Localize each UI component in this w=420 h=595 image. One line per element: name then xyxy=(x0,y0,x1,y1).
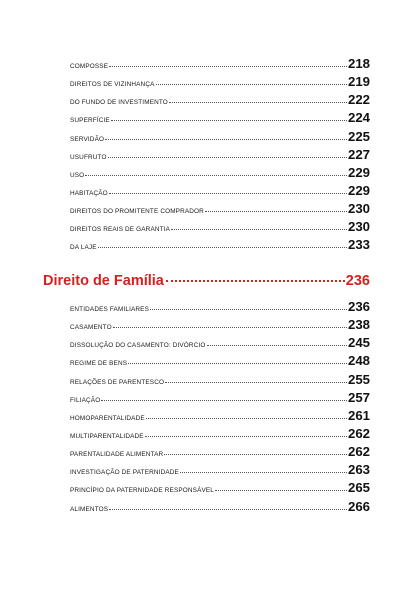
toc-entry-title: DO FUNDO DE INVESTIMENTO xyxy=(70,99,168,107)
dot-leader xyxy=(205,211,347,212)
toc-page-number: 236 xyxy=(347,299,370,314)
dot-leader xyxy=(146,418,347,419)
toc-page-number: 233 xyxy=(347,237,370,253)
toc-page-number: 238 xyxy=(347,317,370,333)
toc-entry[interactable] xyxy=(70,129,370,147)
toc-entry[interactable] xyxy=(70,390,370,408)
toc-entry[interactable] xyxy=(70,335,370,353)
toc-entry-title: DIREITOS DO PROMITENTE COMPRADOR xyxy=(70,208,204,216)
toc-page-number: 218 xyxy=(347,56,370,71)
toc-page-number: 265 xyxy=(347,480,370,496)
toc-page-number: 219 xyxy=(347,74,370,90)
toc-entry[interactable] xyxy=(70,201,370,219)
toc-page-number: 266 xyxy=(347,498,370,514)
chapter-dot-leader xyxy=(166,280,345,282)
toc-page-number: 230 xyxy=(347,201,370,217)
toc-entry-title: HOMOPARENTALIDADE xyxy=(70,414,145,422)
dot-leader xyxy=(98,247,347,248)
toc-page-number: 224 xyxy=(347,110,370,126)
toc-entry-title: DIREITOS REAIS DE GARANTIA xyxy=(70,226,171,234)
dot-leader xyxy=(109,66,347,67)
toc-entry-title: RELAÇÕES DE PARENTESCO xyxy=(70,378,165,386)
toc-entry[interactable] xyxy=(70,317,370,335)
toc-page-number: 222 xyxy=(347,92,370,108)
dot-leader xyxy=(169,102,347,103)
toc-entry[interactable] xyxy=(70,147,370,165)
dot-leader xyxy=(108,157,347,158)
toc-page-number: 229 xyxy=(347,164,370,180)
toc-page-number: 245 xyxy=(347,335,370,351)
toc-section-direitos-reais xyxy=(70,56,370,256)
dot-leader xyxy=(215,490,347,491)
toc-entry[interactable] xyxy=(70,480,370,498)
dot-leader xyxy=(85,175,347,176)
dot-leader xyxy=(150,309,347,310)
toc-entry[interactable] xyxy=(70,165,370,183)
toc-entry-title: CASAMENTO xyxy=(70,324,112,332)
dot-leader xyxy=(164,454,347,455)
toc-entry-title: PARENTALIDADE ALIMENTAR xyxy=(70,451,164,459)
toc-page-number: 257 xyxy=(347,389,370,405)
toc-entry-title: HABITAÇÃO xyxy=(70,189,108,197)
toc-entry[interactable] xyxy=(70,299,370,317)
toc-entry-title: DISSOLUÇÃO DO CASAMENTO: DIVÓRCIO xyxy=(70,342,206,350)
chapter-title: Direito de Família xyxy=(43,273,164,289)
dot-leader xyxy=(128,363,347,364)
toc-page-number: 262 xyxy=(347,444,370,460)
toc-section-direito-de-familia xyxy=(70,299,370,517)
toc-entry-title: ENTIDADES FAMILIARES xyxy=(70,306,149,313)
toc-entry-title: DIREITOS DE VIZINHANÇA xyxy=(70,81,155,89)
dot-leader xyxy=(113,327,347,328)
dot-leader xyxy=(171,229,347,230)
toc-entry-title: DA LAJE xyxy=(70,244,97,252)
toc-entry-title: REGIME DE BENS xyxy=(70,360,128,368)
dot-leader xyxy=(207,345,347,346)
toc-entry[interactable] xyxy=(70,444,370,462)
toc-entry[interactable] xyxy=(70,353,370,371)
toc-entry[interactable] xyxy=(70,74,370,92)
toc-page-number: 261 xyxy=(347,407,370,423)
dot-leader xyxy=(165,382,347,383)
dot-leader xyxy=(156,84,347,85)
toc-entry[interactable] xyxy=(70,462,370,480)
toc-entry[interactable] xyxy=(70,372,370,390)
toc-entry-title: FILIAÇÃO xyxy=(70,396,101,404)
dot-leader xyxy=(111,120,347,121)
toc-entry-title: PRINCÍPIO DA PATERNIDADE RESPONSÁVEL xyxy=(70,487,215,495)
toc-entry[interactable] xyxy=(70,92,370,110)
toc-entry[interactable] xyxy=(70,219,370,237)
dot-leader xyxy=(105,139,347,140)
toc-entry-title: MULTIPARENTALIDADE xyxy=(70,432,144,440)
dot-leader xyxy=(180,472,347,473)
dot-leader xyxy=(109,193,347,194)
toc-entry[interactable] xyxy=(70,408,370,426)
toc-entry-title: COMPOSSE xyxy=(70,63,109,70)
dot-leader xyxy=(101,400,347,401)
toc-entry[interactable] xyxy=(70,426,370,444)
toc-entry-title: INVESTIGAÇÃO DE PATERNIDADE xyxy=(70,469,179,477)
toc-page-number: 262 xyxy=(347,425,370,441)
dot-leader xyxy=(109,509,347,510)
toc-entry[interactable] xyxy=(70,183,370,201)
toc-entry[interactable] xyxy=(70,499,370,517)
toc-entry-title: ALIMENTOS xyxy=(70,505,109,513)
chapter-page-number: 236 xyxy=(345,273,370,289)
toc-entry-title: USO xyxy=(70,171,85,179)
toc-entry-title: USUFRUTO xyxy=(70,153,107,161)
chapter-heading[interactable] xyxy=(43,273,370,289)
toc-page-number: 255 xyxy=(347,371,370,387)
toc-page-number: 229 xyxy=(347,182,370,198)
toc-page-number: 225 xyxy=(347,128,370,144)
toc-page-number: 227 xyxy=(347,146,370,162)
toc-page-number: 248 xyxy=(347,353,370,369)
toc-entry-title: SERVIDÃO xyxy=(70,135,105,143)
toc-entry[interactable] xyxy=(70,56,370,74)
toc-entry-title: SUPERFÍCIE xyxy=(70,117,110,125)
dot-leader xyxy=(145,436,347,437)
toc-page-number: 230 xyxy=(347,219,370,235)
toc-entry[interactable] xyxy=(70,237,370,255)
toc-page-number: 263 xyxy=(347,462,370,478)
toc-entry[interactable] xyxy=(70,110,370,128)
